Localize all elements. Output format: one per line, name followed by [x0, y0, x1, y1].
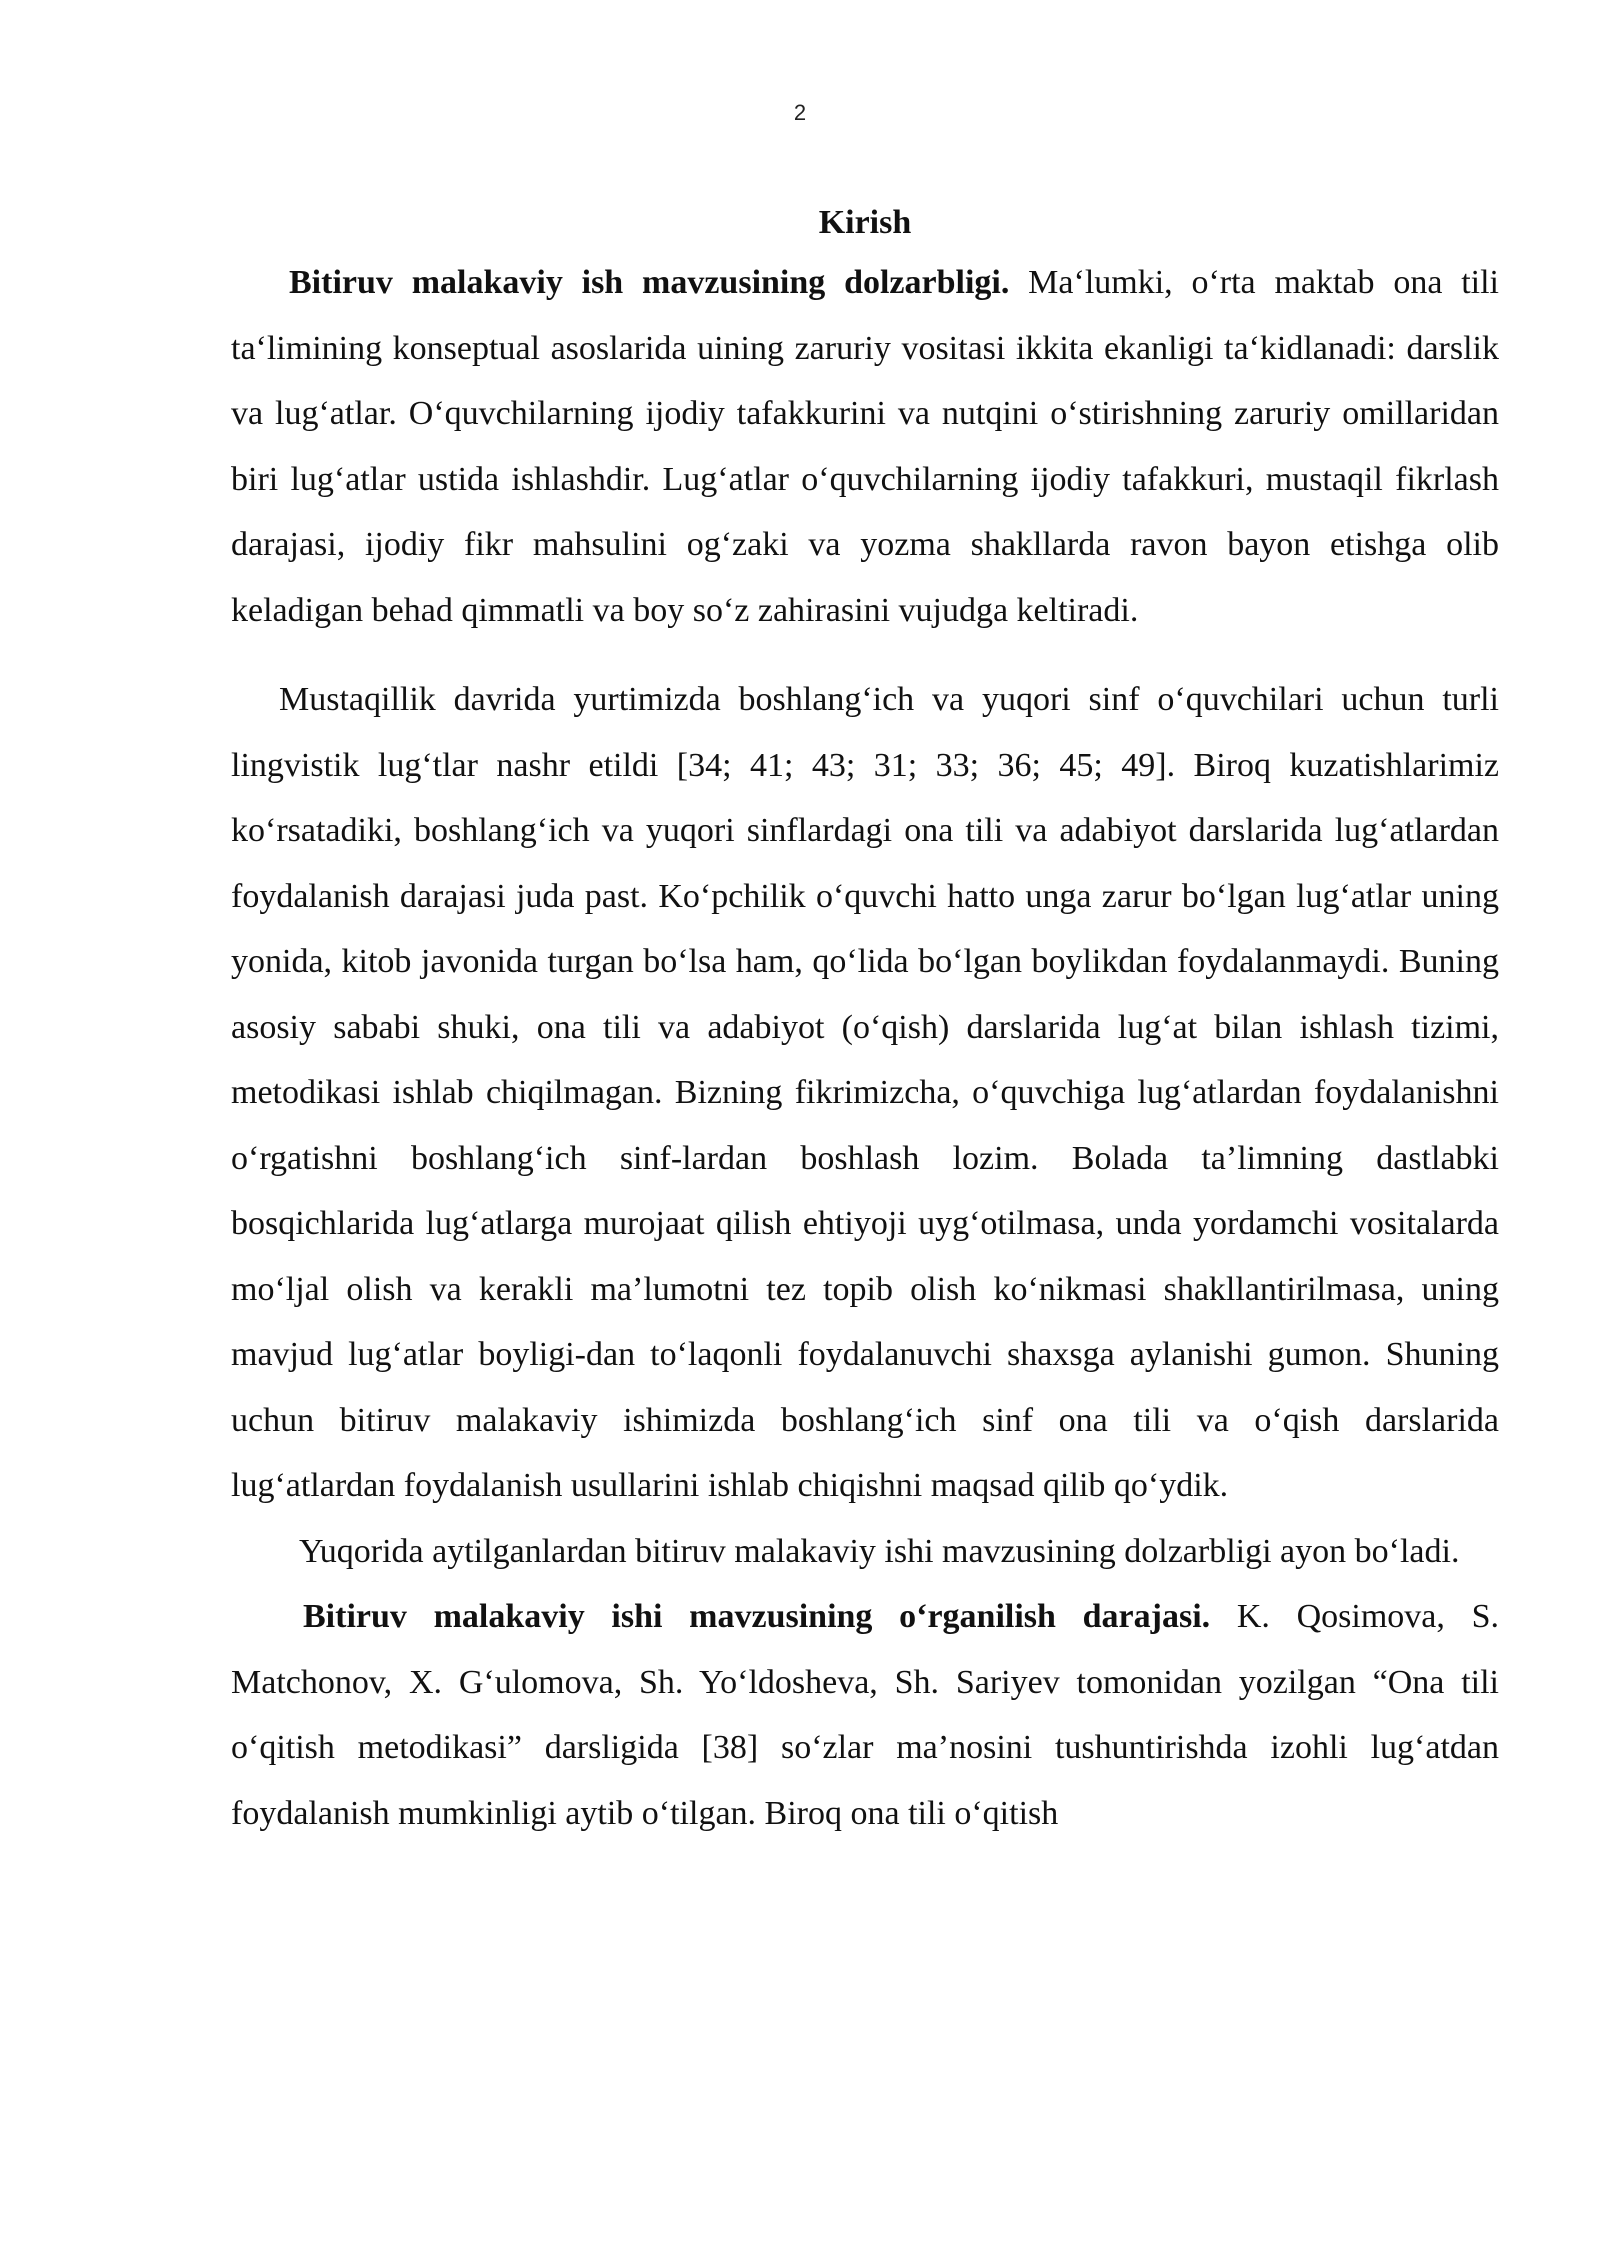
paragraph-text-conclusion: Yuqorida aytilganlardan bitiruv malakaviy ishi mavzusining dolzarbligi ayon bo‘ladi.: [299, 1532, 1460, 1570]
paragraph-study-level: [231, 1584, 1499, 1846]
paragraph-conclusion: [231, 1519, 1499, 1585]
page-number: 2: [793, 100, 807, 125]
paragraph-text-independence: Mustaqillik davrida yurtimizda boshlang‘ich va yuqori sinf o‘quvchilari uchun turli lingvistik lug‘tlar nashr etildi [34; 41; 43; 31; 33; 36; 45; 49]. Biroq kuzatishlarimiz ko‘rsatadiki, boshlang‘ich va yuqori sinflardagi ona tili va adabiyot darslarida lug‘atlardan foydalanish darajasi juda past. Ko‘pchilik o‘quvchi hatto unga zarur bo‘lgan lug‘atlar uning yonida, kitob javonida turgan bo‘lsa ham, qo‘lida bo‘lgan boylikdan foydalanmaydi. Buning asosiy sababi shuki, ona tili va adabiyot (o‘qish) darslarida lug‘at bilan ishlash tizimi, metodikasi ishlab chiqilmagan. Bizning fikrimizcha, o‘quvchiga lug‘atlardan foydalanishni o‘rgatishni boshlang‘ich sinf-lardan boshlash lozim. Bolada ta’limning dastlabki bosqichlarida lug‘atlarga murojaat qilish ehtiyoji uyg‘otilmasa, unda yordamchi vositalarda mo‘ljal olish va kerakli ma’lumotni tez topib olish ko‘nikmasi shakllantirilmasa, uning mavjud lug‘atlar boyligi-dan to‘laqonli foydalanuvchi shaxsga aylanishi gumon. Shuning uchun bitiruv malakaviy ishimizda boshlang‘ich sinf ona tili va o‘qish darslarida lug‘atlardan foydalanish usullarini ishlab chiqishni maqsad qilib qo‘ydik.: [231, 681, 1499, 1504]
paragraph-lead-study-level: Bitiruv malakaviy ishi mavzusining o‘rganilish darajasi.: [303, 1598, 1211, 1635]
paragraph-text-relevance: Ma‘lumki, o‘rta maktab ona tili ta‘limining konseptual asoslarida uining zaruriy vositasi ikkita ekanligi ta‘kidlanadi: darslik va lug‘atlar. O‘quvchilarning ijodiy tafakkurini va nutqini o‘stirishning zaruriy omillaridan biri lug‘atlar ustida ishlashdir. Lug‘atlar o‘quvchilarning ijodiy tafakkuri, mustaqil fikrlash darajasi, ijodiy fikr mahsulini og‘zaki va yozma shakllarda ravon bayon etishga olib keladigan behad qimmatli va boy so‘z zahirasini vujudga keltiradi.: [231, 264, 1500, 629]
paragraph-independence: [231, 667, 1499, 1519]
section-heading: Kirish: [818, 204, 912, 241]
paragraph-relevance: [231, 250, 1499, 643]
paragraph-lead-relevance: Bitiruv malakaviy ish mavzusining dolzarbligi.: [289, 264, 1010, 301]
page-body: [231, 196, 1499, 1846]
paragraph-text-study-level: K. Qosimova, S. Matchonov, X. G‘ulomova, Sh. Yo‘ldosheva, Sh. Sariyev tomonidan yozilgan “Ona tili o‘qitish metodikasi” darsligida [38] so‘zlar ma’nosini tushuntirishda izohli lug‘atdan foydalanish mumkinligi aytib o‘tilgan. Biroq ona tili o‘qitish: [231, 1598, 1500, 1832]
